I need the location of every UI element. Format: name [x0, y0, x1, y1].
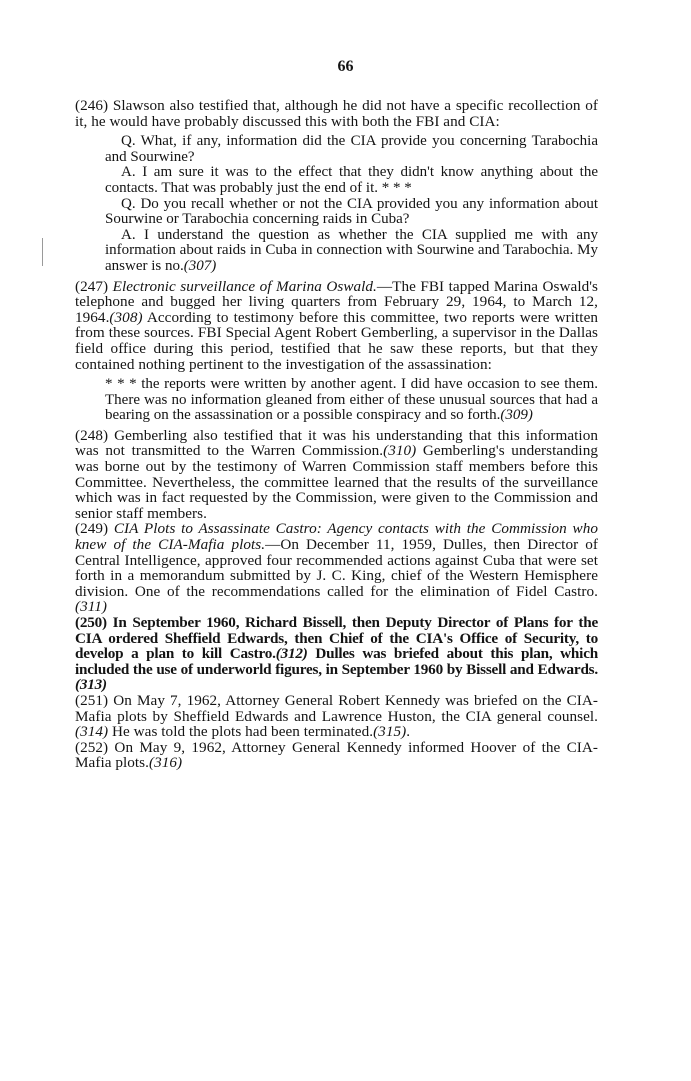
testimony-quote-246 [105, 134, 598, 274]
paragraph-252 [75, 740, 598, 771]
citation: (312) [275, 645, 308, 663]
citation: (309) [500, 407, 533, 424]
paragraph-text-cont: Dulles was briefed about this plan, which included the use of underworld figures, in September 1960 by Bissell and Edwards. [75, 645, 598, 678]
paragraph-250 [75, 615, 598, 693]
paragraph-text: —The FBI tapped Marina Oswald's telephone and bugged her living quarters from February 29, 1964, to March 12, 1964. [75, 277, 598, 326]
answer-2 [105, 228, 598, 275]
paragraph-text: On May 9, 1962, Attorney General Kennedy informed Hoover of the CIA-Mafia plots. [75, 738, 598, 772]
paragraph-text-cont: Gemberling's understanding was borne out by the testimony of Warren Commission staff members before this Committee. Nevertheless, the committee learned that the results of the surveillance which was in fact requested by the Commission, were given to the Commission and senior staff members. [75, 442, 598, 522]
margin-mark [42, 238, 43, 266]
quote-text [105, 377, 598, 424]
paragraph-246 [75, 98, 598, 129]
section-heading: CIA Plots to Assassinate Castro: Agency contacts with the Commission who knew of the CIA-Mafia plots. [75, 520, 598, 554]
quote-body: * * * the reports were written by another agent. I did have occasion to see them. There was no information gleaned from either of these unusual sources that had a bearing on the assassination or a possible conspiracy and so forth. [105, 376, 598, 424]
paragraph-249 [75, 521, 598, 615]
citation: (313) [75, 676, 107, 694]
answer-2-text: A. I understand the question as whether the CIA supplied me with any information about raids in Cuba in connection with Sourwine and Tarabochia. My answer is no. [105, 226, 598, 274]
paragraph-number: (247) [75, 277, 109, 295]
paragraph-text: Gemberling also testified that it was his understanding that this information was not transmitted to the Warren Commission. [75, 426, 598, 460]
page-body [75, 98, 598, 771]
question-1: Q. What, if any, information did the CIA provide you concerning Tarabochia and Sourwine? [105, 133, 598, 165]
question-2: Q. Do you recall whether or not the CIA provided you any information about Sourwine or Tarabochia concerning raids in Cuba? [105, 195, 598, 228]
citation: (308) [109, 308, 143, 326]
paragraph-number: (252) [75, 738, 109, 756]
paragraph-248 [75, 428, 598, 522]
citation: (310) [383, 442, 417, 460]
paragraph-number: (251) [75, 691, 109, 709]
paragraph-number: (246) [75, 97, 109, 114]
citation: (315) [373, 723, 407, 741]
answer-1: A. I am sure it was to the effect that they didn't know anything about the contacts. That was probably just the end of it. * * * [105, 164, 598, 196]
section-heading: Electronic surveillance of Marina Oswald. [112, 277, 377, 295]
citation: (314) [75, 723, 109, 741]
paragraph-text: On May 7, 1962, Attorney General Robert Kennedy was briefed on the CIA-Mafia plots by Sheffield Edwards and Lawrence Huston, the CIA general counsel. [75, 691, 598, 725]
paragraph-text-cont: He was told the plots had been terminated. [108, 723, 374, 741]
paragraph-251 [75, 693, 598, 740]
paragraph-number: (250) [75, 614, 107, 631]
paragraph-number: (248) [75, 426, 109, 444]
paragraph-text: —On December 11, 1959, Dulles, then Director of Central Intelligence, approved four recommended actions against Cuba that were set forth in a memorandum submitted by J. C. King, chief of the Western Hemisphere division. One of the recommendations called for the elimination of Fidel Castro. [75, 536, 598, 600]
paragraph-number: (249) [75, 520, 109, 538]
paragraph-text: Slawson also testified that, although he did not have a specific recollection of it, he would have probably discussed this with both the FBI and CIA: [75, 97, 598, 130]
testimony-quote-247 [105, 377, 598, 424]
citation: (311) [75, 598, 108, 616]
citation: (316) [149, 754, 183, 772]
paragraph-247 [75, 279, 598, 373]
paragraph-text-cont: According to testimony before this committee, two reports were written from these sources. FBI Special Agent Robert Gemberling, a supervisor in the Dallas field office during this period, testified that he saw these reports, but that they contained nothing pertinent to the investigation of the assassination: [75, 308, 598, 373]
citation: (307) [183, 257, 217, 274]
paragraph-text: In September 1960, Richard Bissell, then Deputy Director of Plans for the CIA ordered Sheffield Edwards, then Chief of the CIA's Office of Security, to develop a plan to kill Castro. [75, 614, 598, 663]
paragraph-end: . [406, 723, 411, 741]
page-number: 66 [337, 58, 354, 75]
